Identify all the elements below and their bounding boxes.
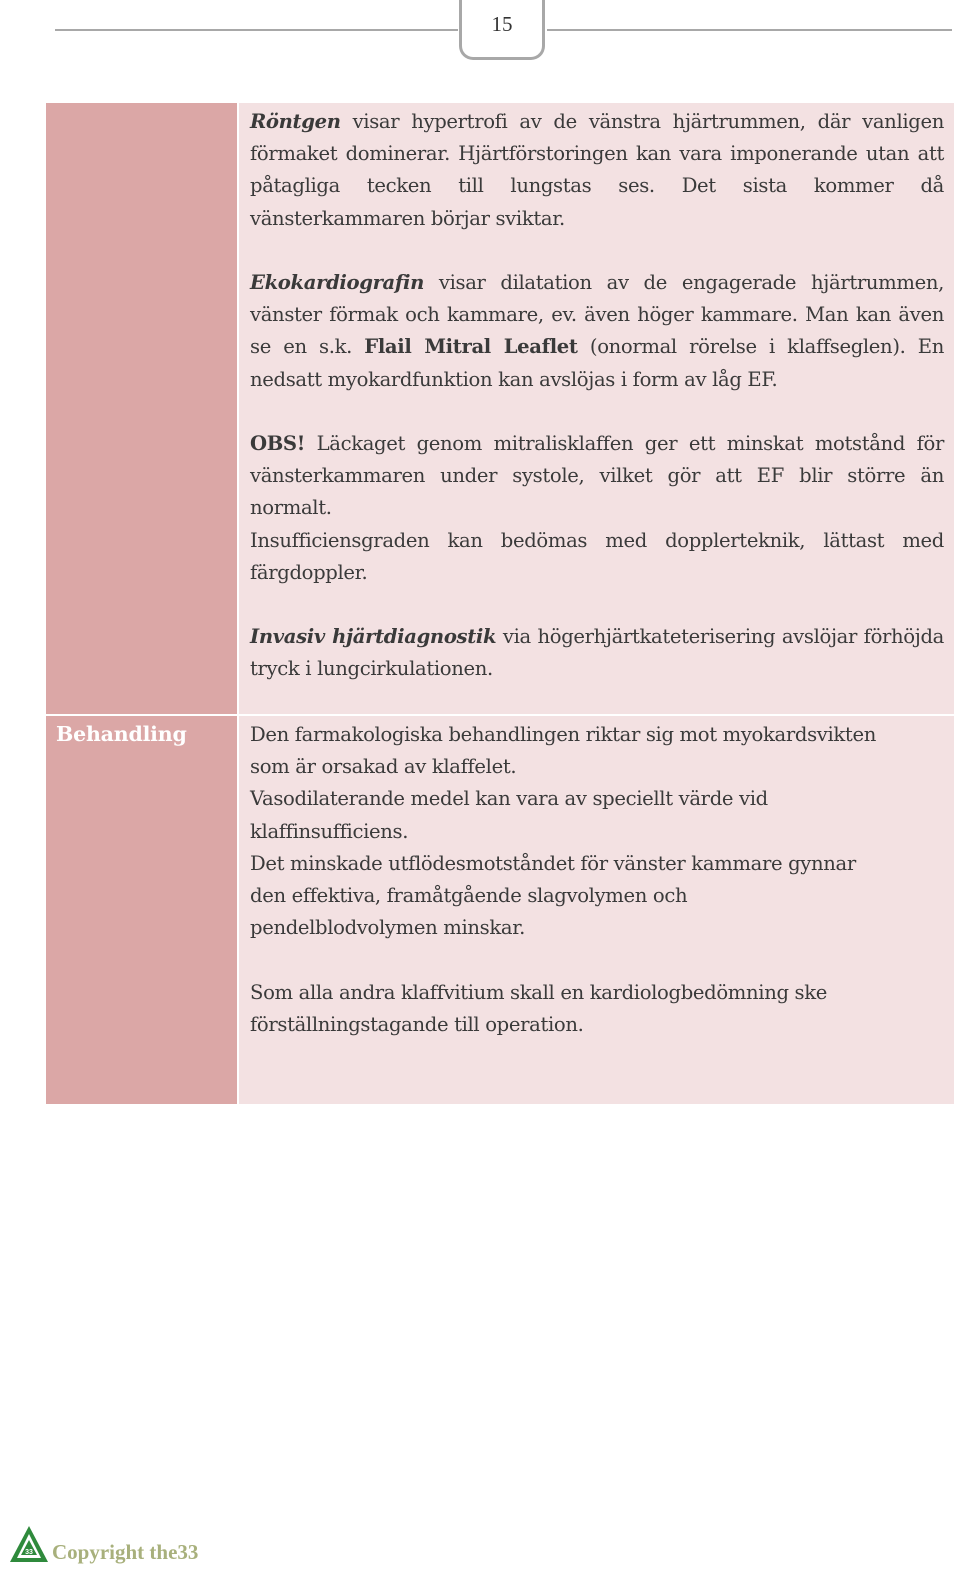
svg-text:33: 33 [25, 1549, 33, 1556]
page-number: 15 [491, 12, 513, 36]
paragraph-obs: OBS! Läckaget genom mitralisklaffen ger ett minskat motstånd för vänsterkammaren under systole, vilket gör att EF blir större än normalt. [250, 432, 944, 520]
paragraph-behandling: Den farmakologiska behandlingen riktar sig mot myokardsvikten som är orsakad av klaffelet. Vasodilaterande medel kan vara av speciellt värde vid klaffinsufficiens. Det minskade utflödesmotståndet för vänster kammare gynnar den effektiva, framåtgående slagvolymen och pendelblodvolymen minskar. [250, 723, 876, 940]
strong-obs: OBS! [250, 432, 305, 455]
term-invasiv: Invasiv hjärtdiagnostik [250, 625, 497, 649]
term-ekokardiografin: Ekokardiografin [250, 271, 424, 294]
table-row-behandling [46, 716, 954, 1104]
row-label-behandling: Behandling [56, 722, 187, 746]
paragraph-insufficiensgrad: Insufficiensgraden kan bedömas med dopplerteknik, lättast med färgdoppler. [250, 528, 944, 584]
row-content-cell [239, 716, 954, 1104]
header-rule-right [547, 29, 952, 31]
header-rule-left [55, 29, 458, 31]
paragraph-ekokardiografi: Ekokardiografin visar dilatation av de engagerade hjärtrummen, vänster förmak och kammare, ev. även höger kammare. Man kan även se en s.k. Flail Mitral Leaflet (onormal rörelse i klaffseglen). En nedsatt myokardfunktion kan avslöjas i form av låg EF. [250, 271, 944, 391]
row-content-cell [239, 103, 954, 714]
row-label-cell [46, 103, 237, 714]
paragraph-kardiologbedomning: Som alla andra klaffvitium skall en kardiologbedömning ske förställningstagande till operation. [250, 980, 828, 1036]
copyright-text: Copyright the33 [52, 1540, 199, 1564]
footer [8, 1522, 198, 1564]
row-label-cell [46, 716, 237, 1104]
page-number-badge [459, 0, 545, 60]
the33-logo-icon [8, 1524, 50, 1564]
term-rontgen: Röntgen [250, 110, 341, 133]
table-row-diagnostik [46, 103, 954, 714]
paragraph-rontgen: Röntgen visar hypertrofi av de vänstra hjärtrummen, där vanligen förmaket dominerar. Hjärtförstoringen kan vara imponerande utan att påtagliga tecken till lungstas ses. Det sista kommer då vänsterkammaren börjar sviktar. [250, 110, 944, 230]
paragraph-invasiv: Invasiv hjärtdiagnostik via högerhjärtkateterisering avslöjar förhöjda tryck i lungcirkulationen. [250, 625, 944, 681]
strong-flail-mitral: Flail Mitral Leaflet [364, 335, 578, 359]
info-table [46, 103, 954, 1104]
